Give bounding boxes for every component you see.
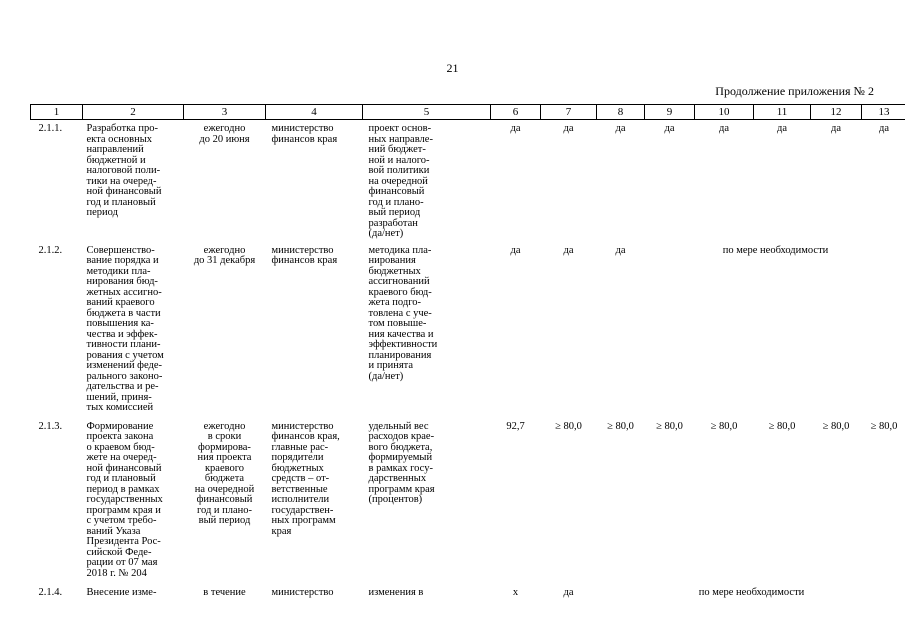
table-row	[31, 584, 905, 604]
value-cell: да	[563, 244, 574, 256]
indicator: удельный вес расходов крае- вого бюджета, формируемый в рамках госу- дарственных программ края (процентов)	[368, 420, 435, 505]
value-cell: ≥ 80,0	[710, 420, 738, 432]
value-cell: 92,7	[506, 420, 525, 432]
col-header-8: 8	[597, 105, 645, 120]
col-header-11: 11	[754, 105, 811, 120]
value-cell: ≥ 80,0	[768, 420, 796, 432]
executor: министерство финансов края	[271, 123, 338, 145]
measure-name: Внесение изме-	[86, 586, 157, 598]
col-header-4: 4	[266, 105, 363, 120]
row-number: 2.1.1.	[38, 123, 63, 134]
measure-name: Разработка про- екта основных направлений бюджетной и налоговой поли- тики на очеред- ной финансовый год и плановый период	[86, 123, 162, 218]
col-header-2: 2	[83, 105, 184, 120]
executor: министерство финансов края	[271, 244, 338, 266]
value-cell: да	[563, 586, 574, 598]
deadline: ежегодно до 20 июня	[199, 123, 250, 145]
value-cell: да	[718, 123, 729, 134]
as-needed-span: по мере необходимости	[698, 586, 805, 598]
value-cell: да	[664, 123, 675, 134]
deadline: ежегодно до 31 декабря	[193, 244, 256, 266]
executor: министерство	[271, 586, 334, 598]
indicator: методика пла- нирования бюджетных ассигнований краевого бюд- жета подго- товлена с уче- том повыше- ния качества и эффективности планирования и принята (да/нет)	[368, 244, 438, 382]
indicator: проект основ- ных направле- ний бюджет- ной и налого- вой политики на очередной финансовый год и плано- вый период разработан (да/нет)	[368, 123, 433, 239]
measure-name: Формирование проекта закона о краевом бюд- жете на очеред- ной финансовый год и плановый период в рамках государственных программ края и с учетом требо- ваний Указа Президента Рос- сийской Феде- рации от 07 мая 2018 г. № 204	[86, 420, 163, 579]
table-row	[31, 120, 905, 242]
col-header-5: 5	[363, 105, 491, 120]
row-number: 2.1.3.	[38, 420, 63, 432]
measure-name: Совершенство- вание порядка и методики пла- нирования бюд- жетных ассигно- ваний краевого бюджета в части повышения ка- чества и эффек- тивности плани- рования с учетом изменений феде- рального законо- дательства и ре- шений, приня- тых комиссией	[86, 244, 164, 413]
col-header-7: 7	[541, 105, 597, 120]
appendix-continuation-label: Продолжение приложения № 2	[715, 84, 874, 98]
col-header-9: 9	[645, 105, 695, 120]
col-header-13: 13	[862, 105, 905, 120]
value-cell: да	[830, 123, 841, 134]
value-cell: да	[878, 123, 889, 134]
col-header-1: 1	[31, 105, 83, 120]
value-cell: ≥ 80,0	[656, 420, 683, 432]
indicator: изменения в	[368, 586, 424, 598]
value-cell: х	[512, 586, 519, 598]
col-header-12: 12	[811, 105, 862, 120]
deadline: ежегодно в сроки формирова- ния проекта краевого бюджета на очередной финансовый год и плано- вый период	[194, 420, 255, 526]
appendix-table	[30, 104, 905, 604]
deadline: в течение	[203, 586, 246, 598]
value-cell: да	[510, 244, 521, 256]
page-number: 21	[446, 61, 459, 75]
value-cell: ≥ 80,0	[555, 420, 582, 432]
value-cell: да	[615, 244, 626, 256]
col-header-3: 3	[184, 105, 266, 120]
row-number: 2.1.4.	[38, 586, 63, 598]
row-number: 2.1.2.	[38, 244, 63, 256]
table-row	[31, 242, 905, 418]
col-header-6: 6	[491, 105, 541, 120]
header-row	[31, 105, 905, 120]
value-cell: ≥ 80,0	[607, 420, 634, 432]
value-cell: ≥ 80,0	[822, 420, 850, 432]
value-cell: да	[510, 123, 521, 134]
value-cell: да	[776, 123, 787, 134]
value-cell: да	[563, 123, 574, 134]
col-header-10: 10	[695, 105, 754, 120]
value-cell: да	[615, 123, 626, 134]
value-cell: ≥ 80,0	[870, 420, 898, 432]
table-row	[31, 418, 905, 584]
as-needed-span: по мере необходимости	[722, 244, 829, 256]
executor: министерство финансов края, главные рас- порядители бюджетных средств – от- ветственные исполнители государствен- ных программ края	[271, 420, 340, 537]
